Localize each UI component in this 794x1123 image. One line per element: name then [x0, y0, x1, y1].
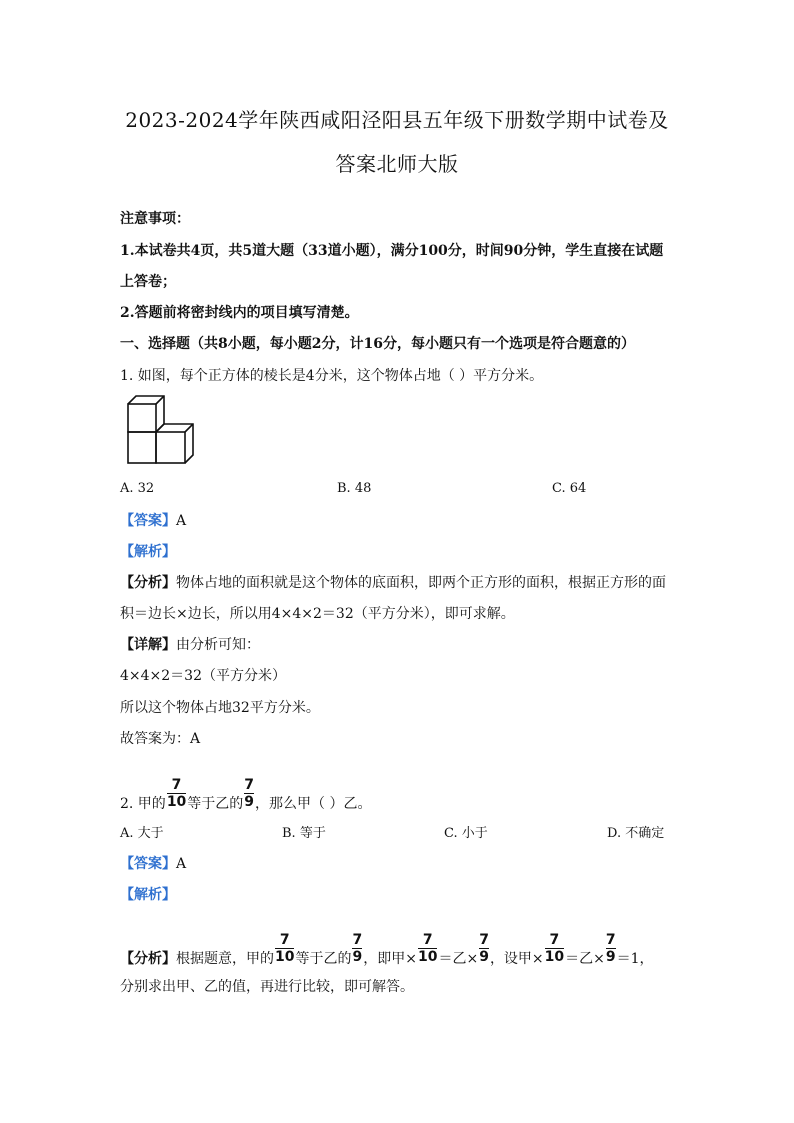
q1-answer-line: [120, 510, 186, 530]
frac-num: 7: [279, 932, 290, 948]
q2-fenxi-line1: [120, 932, 654, 975]
q2-fenxi-line2: 分别求出甲、乙的值，再进行比较，即可解答。: [120, 979, 414, 995]
frac-num: 7: [549, 932, 560, 948]
q2-stem-suffix: ，那么甲（ ）乙。: [255, 796, 372, 812]
frac-den: 9: [244, 794, 255, 810]
fraction-7-10: [418, 933, 437, 965]
frac-den: 10: [544, 949, 565, 965]
q2-fx-text: 根据题意，甲的: [176, 951, 274, 967]
frac-den: 9: [352, 949, 363, 965]
q2-answer-line: [120, 853, 186, 873]
q1-detail-intro: 由分析可知：: [176, 637, 260, 653]
fraction-7-9: [244, 778, 254, 810]
q1-answer-value: A: [176, 513, 187, 529]
fenxi-tag: 【分析】: [120, 951, 176, 967]
frac-num: 7: [171, 777, 182, 793]
q2-stem-mid: 等于乙的: [187, 796, 244, 812]
q2-option-a: A. 大于: [120, 826, 164, 841]
q1-option-c: C. 64: [552, 481, 587, 496]
q2-stem-prefix: 2. 甲的: [120, 796, 166, 812]
frac-num: 7: [479, 932, 489, 948]
answer-tag: 【答案】: [120, 513, 176, 529]
q2-fx-text: ＝乙×: [438, 951, 479, 967]
frac-den: 10: [166, 794, 187, 810]
notice-heading: 注意事项：: [120, 211, 190, 227]
q1-fenxi-text1: 物体占地的面积就是这个物体的底面积，即两个正方形的面积，根据正方形的面: [176, 575, 666, 591]
document-title-line1: 2023-2024学年陕西咸阳泾阳县五年级下册数学期中试卷及: [125, 108, 669, 132]
notice-item1-cont: 上答卷；: [120, 274, 176, 290]
q1-option-a: A. 32: [120, 481, 155, 496]
answer-tag: 【答案】: [120, 856, 176, 872]
q1-option-b: B. 48: [337, 481, 372, 496]
frac-num: 7: [352, 932, 363, 948]
q2-answer-value: A: [176, 856, 187, 872]
frac-num: 7: [422, 932, 433, 948]
fraction-7-10: [275, 933, 294, 965]
q1-fenxi-line1: [120, 572, 666, 592]
document-title-line2: 答案北师大版: [335, 152, 459, 176]
notice-item1: 1.本试卷共4页，共5道大题（33道小题），满分100分，时间90分钟，学生直接在试题: [120, 243, 664, 259]
fraction-7-9: [352, 933, 362, 965]
q1-stem: 1. 如图，每个正方体的棱长是4分米，这个物体占地（ ）平方分米。: [120, 368, 544, 384]
q2-stem: [120, 777, 372, 820]
q2-analysis-tag: 【解析】: [120, 887, 176, 903]
detail-tag: 【详解】: [120, 637, 176, 653]
fraction-7-10: [167, 778, 186, 810]
frac-den: 9: [479, 949, 489, 965]
q1-calc: 4×4×2＝32（平方分米）: [120, 668, 286, 684]
frac-num: 7: [605, 932, 616, 948]
fraction-7-9: [606, 933, 616, 965]
frac-num: 7: [244, 777, 255, 793]
q2-fx-text: 等于乙的: [295, 951, 352, 967]
q2-fx-text: ＝乙×: [565, 951, 605, 967]
cubes-figure: [124, 393, 196, 467]
q2-option-d: D. 不确定: [607, 826, 665, 841]
frac-den: 10: [417, 949, 438, 965]
q1-detail-line: [120, 634, 260, 654]
fenxi-tag: 【分析】: [120, 575, 176, 591]
q1-analysis-tag: 【解析】: [120, 544, 176, 560]
q2-fx-text: ＝1，: [616, 951, 654, 967]
q2-fx-text: ，设甲×: [489, 951, 544, 967]
fraction-7-10: [545, 933, 564, 965]
q2-option-b: B. 等于: [282, 826, 326, 841]
q2-fx-text: ，即甲×: [363, 951, 417, 967]
frac-den: 10: [275, 949, 295, 965]
fraction-7-9: [479, 933, 489, 965]
q2-option-c: C. 小于: [444, 826, 488, 841]
notice-item2: 2.答题前将密封线内的项目填写清楚。: [120, 305, 359, 321]
section1-heading: 一、选择题（共8小题，每小题2分，计16分，每小题只有一个选项是符合题意的）: [120, 336, 635, 352]
frac-den: 9: [605, 949, 616, 965]
q1-conclusion: 所以这个物体占地32平方分米。: [120, 700, 320, 716]
q1-fenxi-line2: 积＝边长×边长，所以用4×4×2＝32（平方分米），即可求解。: [120, 606, 515, 622]
q1-final: 故答案为：A: [120, 731, 201, 747]
